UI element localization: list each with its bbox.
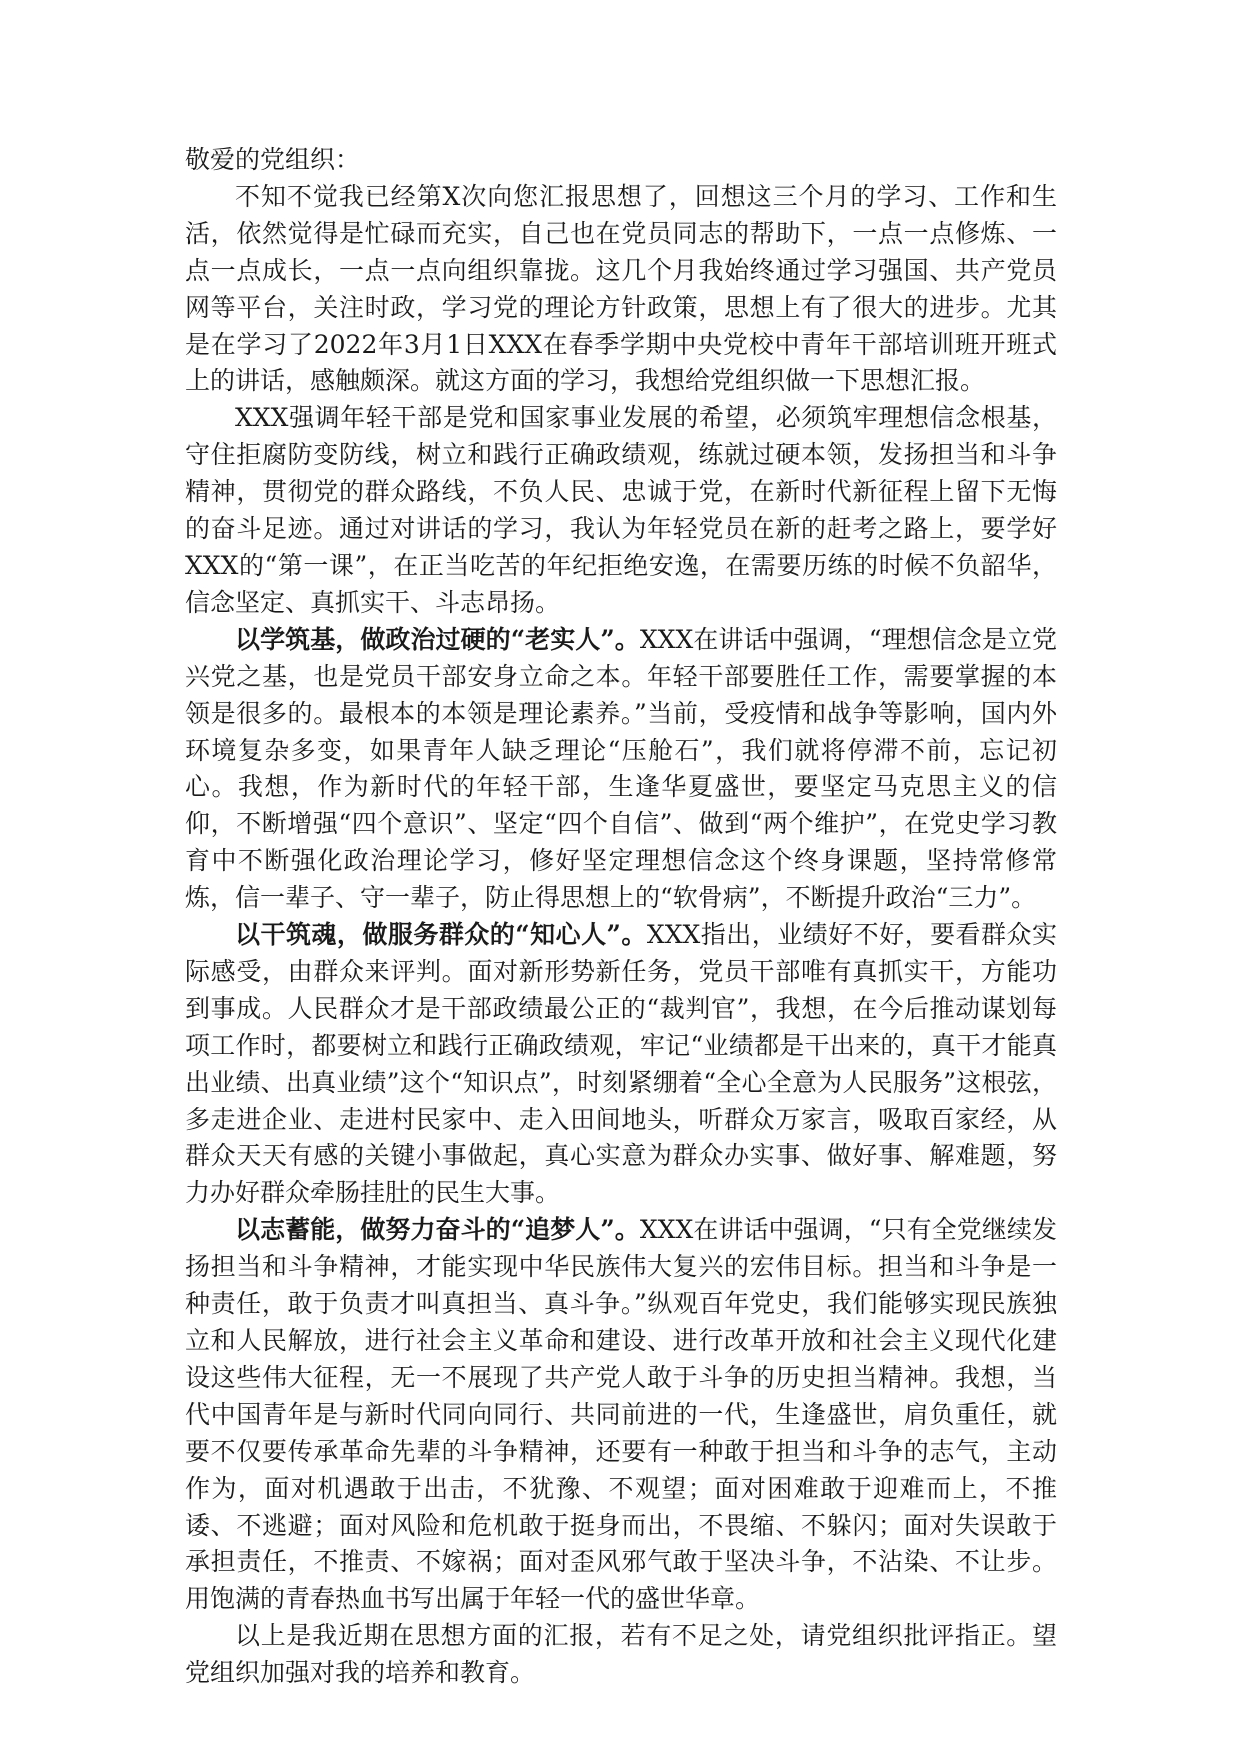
paragraph-summary — [185, 400, 1057, 621]
paragraph-text: 以上是我近期在思想方面的汇报，若有不足之处，请党组织批评指正。望党组织加强对我的培养和教育。 — [185, 1621, 1057, 1688]
paragraph-lead: 以干筑魂，做服务群众的“知心人”。 — [235, 920, 647, 950]
paragraph-intro — [185, 179, 1057, 400]
paragraph-work — [185, 917, 1057, 1212]
paragraph-text: XXX在讲话中强调，“只有全党继续发扬担当和斗争精神，才能实现中华民族伟大复兴的宏伟目标。担当和斗争是一种责任，敢于负责才叫真担当、真斗争。”纵观百年党史，我们能够实现民族独立和人民解放，进行社会主义革命和建设、进行改革开放和社会主义现代化建设这些伟大征程，无一不展现了共产党人敢于斗争的历史担当精神。我想，当代中国青年是与新时代同向同行、共同前进的一代，生逢盛世，肩负重任，就要不仅要传承革命先辈的斗争精神，还要有一种敢于担当和斗争的志气，主动作为，面对机遇敢于出击，不犹豫、不观望；面对困难敢于迎难而上，不推诿、不逃避；面对风险和危机敢于挺身而出，不畏缩、不躲闪；面对失误敢于承担责任，不推责、不嫁祸；面对歪风邪气敢于坚决斗争，不沾染、不让步。用饱满的青春热血书写出属于年轻一代的盛世华章。 — [185, 1215, 1057, 1614]
paragraph-lead: 以学筑基，做政治过硬的“老实人”。 — [235, 624, 640, 654]
paragraph-text: XXX指出，业绩好不好，要看群众实际感受，由群众来评判。面对新形势新任务，党员干部唯有真抓实干，方能功到事成。人民群众才是干部政绩最公正的“裁判官”，我想，在今后推动谋划每项工作时，都要树立和践行正确政绩观，牢记“业绩都是干出来的，真干才能真出业绩、出真业绩”这个“知识点”，时刻紧绷着“全心全意为人民服务”这根弦，多走进企业、走进村民家中、走入田间地头，听群众万家言，吸取百家经，从群众天天有感的关键小事做起，真心实意为群众办实事、做好事、解难题，努力办好群众牵肠挂肚的民生大事。 — [185, 920, 1057, 1208]
document-page — [185, 142, 1057, 1692]
paragraph-lead: 以志蓄能，做努力奋斗的“追梦人”。 — [235, 1215, 640, 1245]
paragraph-study — [185, 622, 1057, 917]
paragraph-closing — [185, 1618, 1057, 1692]
paragraph-ambition — [185, 1212, 1057, 1618]
paragraph-text: XXX在讲话中强调，“理想信念是立党兴党之基，也是党员干部安身立命之本。年轻干部要胜任工作，需要掌握的本领是很多的。最根本的本领是理论素养。”当前，受疫情和战争等影响，国内外环境复杂多变，如果青年人缺乏理论“压舱石”，我们就将停滞不前，忘记初心。我想，作为新时代的年轻干部，生逢华夏盛世，要坚定马克思主义的信仰，不断增强“四个意识”、坚定“四个自信”、做到“两个维护”，在党史学习教育中不断强化政治理论学习，修好坚定理想信念这个终身课题，坚持常修常炼，信一辈子、守一辈子，防止得思想上的“软骨病”，不断提升政治“三力”。 — [185, 624, 1057, 913]
salutation: 敬爱的党组织： — [185, 145, 361, 174]
paragraph-text: 不知不觉我已经第X次向您汇报思想了，回想这三个月的学习、工作和生活，依然觉得是忙碌而充实，自己也在党员同志的帮助下，一点一点修炼、一点一点成长，一点一点向组织靠拢。这几个月我始终通过学习强国、共产党员网等平台，关注时政，学习党的理论方针政策，思想上有了很大的进步。尤其是在学习了2022年3月1日XXX在春季学期中央党校中青年干部培训班开班式上的讲话，感触颇深。就这方面的学习，我想给党组织做一下思想汇报。 — [185, 181, 1057, 396]
paragraph-text: XXX强调年轻干部是党和国家事业发展的希望，必须筑牢理想信念根基，守住拒腐防变防线，树立和践行正确政绩观，练就过硬本领，发扬担当和斗争精神，贯彻党的群众路线，不负人民、忠诚于党，在新时代新征程上留下无悔的奋斗足迹。通过对讲话的学习，我认为年轻党员在新的赶考之路上，要学好XXX的“第一课”，在正当吃苦的年纪拒绝安逸，在需要历练的时候不负韶华，信念坚定、真抓实干、斗志昂扬。 — [185, 403, 1057, 617]
